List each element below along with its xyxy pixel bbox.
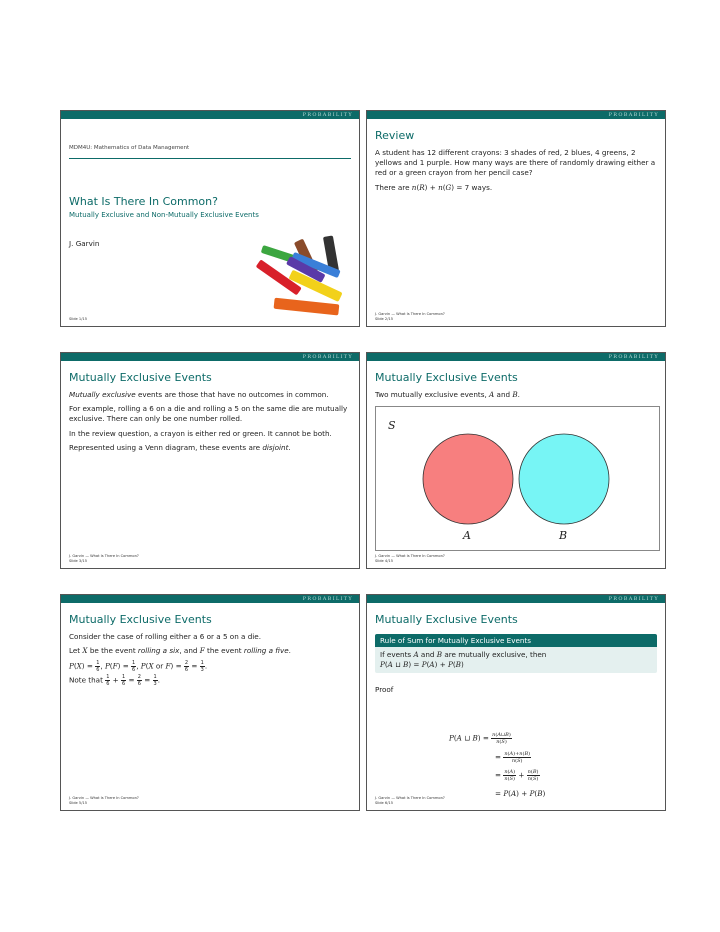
proof-line-4: = P(A) + P(B) <box>495 789 546 798</box>
rule-box-body: If events A and B are mutually exclusive, then P(A ⊔ B) = P(A) + P(B) <box>375 647 657 673</box>
slide-footer <box>375 796 445 806</box>
footer-title: J. Garvin — What Is There In Common? <box>69 554 139 558</box>
venn-intro: Two mutually exclusive events, A and B. <box>375 390 520 399</box>
slide-4 <box>366 352 666 569</box>
slide-3 <box>60 352 360 569</box>
slide-title: Mutually Exclusive Events <box>375 613 518 626</box>
crayons-image <box>246 231 356 321</box>
footer-title: J. Garvin — What Is There In Common? <box>375 796 445 800</box>
proof-line-2: = $\frac{n(A)+n(B)}{n(S)}$ <box>495 751 531 764</box>
answer-suffix: ways. <box>471 182 493 192</box>
slide-number: Slide 6/15 <box>375 801 393 805</box>
slide-body <box>375 390 657 400</box>
slide-1 <box>60 110 360 327</box>
slide-header: PROBABILITY <box>367 595 665 603</box>
example: For example, rolling a 6 on a die and rolling a 5 on the same die are mutually exclusive. There can only be one number rolled. <box>69 404 348 424</box>
venn-note: Represented using a Venn diagram, these events are disjoint. <box>69 442 291 452</box>
slide-footer <box>69 554 139 564</box>
rule-box <box>375 634 657 673</box>
slide-footer <box>69 796 139 806</box>
slide-number: Slide 5/15 <box>69 801 87 805</box>
slide-footer <box>375 554 445 564</box>
author: J. Garvin <box>69 239 100 248</box>
venn-label-b: B <box>559 529 568 542</box>
slide-6 <box>366 594 666 811</box>
slide-header: PROBABILITY <box>61 353 359 361</box>
venn-circle-a <box>423 434 513 524</box>
slide-title: Mutually Exclusive Events <box>69 613 212 626</box>
slide-footer <box>375 312 445 322</box>
definition: Mutually exclusive events are those that have no outcomes in common. <box>69 390 329 399</box>
proof-line-3: = $\frac{n(A)}{n(S)}$ + $\frac{n(B)}{n(S)}$ <box>495 769 539 782</box>
slide-number: Slide 1/15 <box>69 317 87 321</box>
crayon-orange <box>274 298 340 316</box>
footer-title: J. Garvin — What Is There In Common? <box>375 312 445 316</box>
slide-header: PROBABILITY <box>367 353 665 361</box>
slide-header: PROBABILITY <box>61 111 359 119</box>
die-case: Consider the case of rolling either a 6 or a 5 on a die. <box>69 632 262 641</box>
slide-number: Slide 4/15 <box>375 559 393 563</box>
rule-formula: P(A ⊔ B) = P(A) + P(B) <box>380 660 464 669</box>
venn-label-s: S <box>388 419 396 432</box>
slide-body <box>375 148 657 193</box>
slide-number: Slide 3/15 <box>69 559 87 563</box>
review-link: In the review question, a crayon is either red or green. It cannot be both. <box>69 428 332 438</box>
probabilities: P(X) = $\frac{1}{6}$ , P(F) = $\frac{1}{6}$ , P(X or F) = $\frac{2}{6}$ = $\frac{1}{3}$ . <box>69 660 208 674</box>
slide-title: Review <box>375 129 415 142</box>
course-rule <box>69 158 351 159</box>
slide-2 <box>366 110 666 327</box>
rule-box-title: Rule of Sum for Mutually Exclusive Events <box>375 634 657 647</box>
slide-header: PROBABILITY <box>367 111 665 119</box>
review-answer: There are n(R) + n(G) = 7 ways. <box>375 182 493 192</box>
slide-number: Slide 2/15 <box>375 317 393 321</box>
answer-formula: n <box>411 182 417 192</box>
proof-line-1: P(A ⊔ B) = $\frac{n(A⊔B)}{n(S)}$ <box>449 732 511 745</box>
presentation-subtitle: Mutually Exclusive and Non-Mutually Exclusive Events <box>69 211 259 219</box>
review-question: A student has 12 different crayons: 3 shades of red, 2 blues, 4 greens, 2 yellows and 1 purple. How many ways are there of randomly drawing either a red or a green crayon from her pencil case? <box>375 148 656 178</box>
footer-title: J. Garvin — What Is There In Common? <box>375 554 445 558</box>
venn-label-a: A <box>463 529 471 542</box>
slide-footer <box>69 317 87 322</box>
proof-label: Proof <box>375 685 394 694</box>
slide-title: Mutually Exclusive Events <box>69 371 212 384</box>
presentation-title: What Is There In Common? <box>69 195 218 208</box>
footer-title: J. Garvin — What Is There In Common? <box>69 796 139 800</box>
event-definitions: Let X be the event rolling a six, and F the event rolling a five. <box>69 646 291 656</box>
slide-header: PROBABILITY <box>61 595 359 603</box>
slide-body <box>69 390 351 453</box>
note-sum: Note that $\frac{1}{6}$ + $\frac{1}{6}$ = $\frac{2}{6}$ = $\frac{1}{3}$ . <box>69 674 161 688</box>
answer-prefix: There are <box>375 182 410 192</box>
venn-diagram <box>375 406 660 551</box>
slide-title: Mutually Exclusive Events <box>375 371 518 384</box>
slide-5 <box>60 594 360 811</box>
course-title: MDM4U: Mathematics of Data Management <box>69 145 190 151</box>
venn-svg <box>376 407 659 550</box>
venn-circle-b <box>519 434 609 524</box>
slide-body <box>69 632 351 687</box>
